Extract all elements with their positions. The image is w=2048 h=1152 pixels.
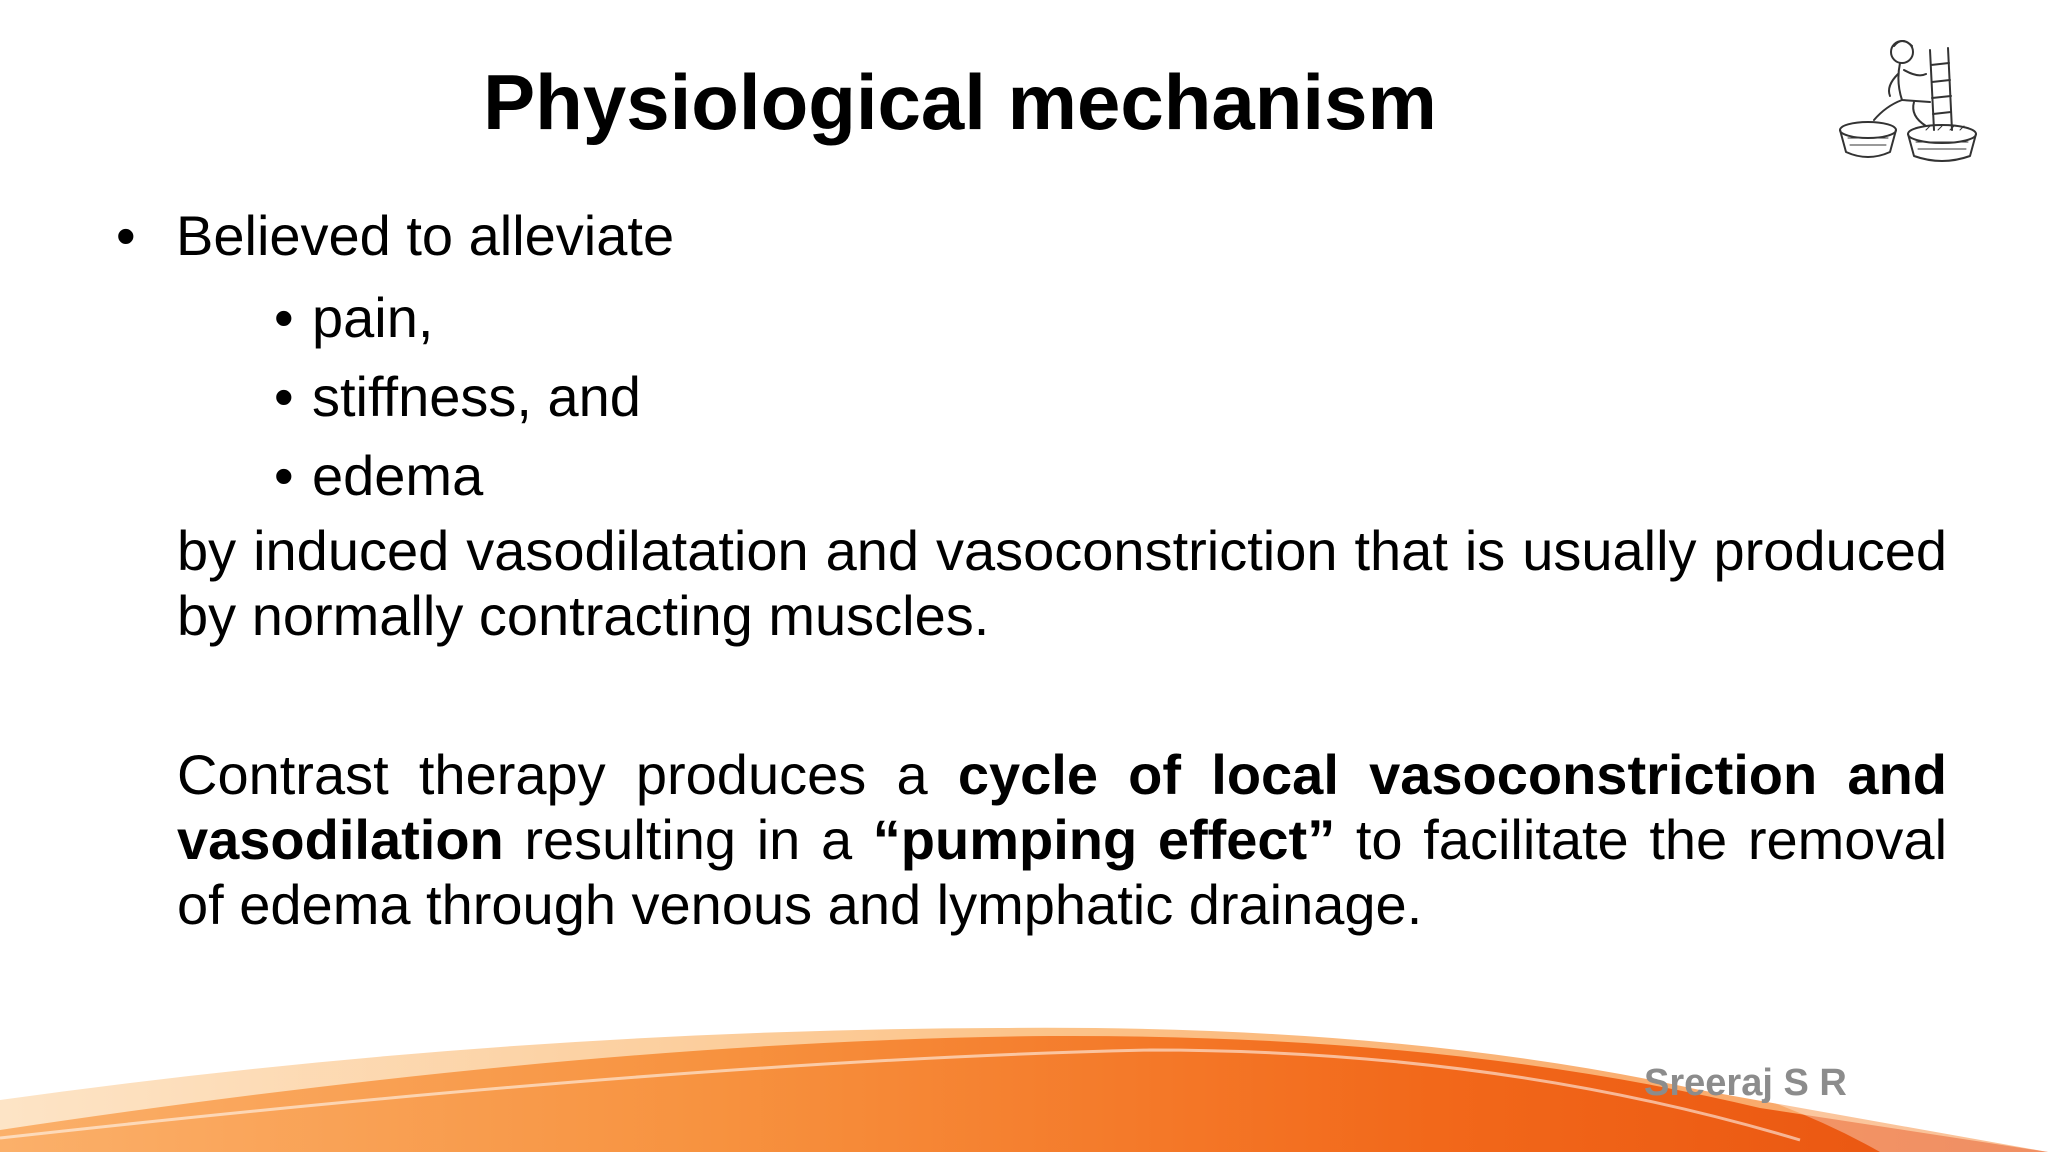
bullet-dot: • [274, 365, 294, 428]
intro-bullet-text: Believed to alleviate [176, 204, 675, 267]
bullet-dot: • [274, 444, 294, 507]
slide-title: Physiological mechanism [483, 58, 1437, 146]
author-credit: Sreeraj S R [1644, 1062, 1847, 1104]
sub-bullet-text: edema [312, 444, 484, 507]
sub-bullet-text: stiffness, and [312, 365, 641, 428]
sub-bullet-item [274, 436, 641, 515]
sub-bullet-list [274, 278, 641, 515]
paragraph-text: to facilitate the removal of edema through venous and lymphatic drainage. [177, 808, 1948, 936]
emphasis-text: cycle of local vasoconstriction and vasodilation [177, 743, 1947, 871]
sub-bullet-text: pain, [312, 286, 434, 349]
sub-bullet-item [274, 357, 641, 436]
person-soaking-feet-illustration-icon [1830, 30, 1990, 170]
bullet-dot: • [274, 286, 294, 349]
paragraph-contrast-therapy [177, 742, 1947, 937]
paragraph-vasodilatation: by induced vasodilatation and vasoconstriction that is usually produced by normally contracting muscles. [177, 519, 1947, 647]
emphasis-text: “pumping effect” [872, 808, 1336, 871]
sub-bullet-item [274, 278, 641, 357]
intro-bullet [116, 198, 674, 274]
paragraph-text: Contrast therapy produces a [177, 743, 958, 806]
paragraph-text: resulting in a [503, 808, 873, 871]
bullet-dot: • [116, 204, 136, 267]
